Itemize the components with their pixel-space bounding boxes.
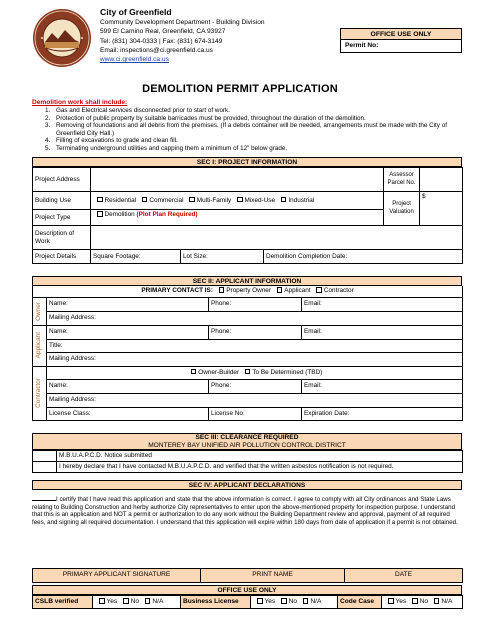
checkbox[interactable] xyxy=(412,598,418,604)
section-clearance xyxy=(32,433,462,473)
permit-no-field[interactable]: Permit No: xyxy=(345,42,379,49)
office-use-title: OFFICE USE ONLY xyxy=(341,29,461,40)
requirement-item: 4. Filling of excavations to grade and clean fill. xyxy=(52,137,462,145)
letterhead xyxy=(32,8,462,80)
agency-address: 599 El Camino Real, Greenfield, CA 93927 xyxy=(100,28,226,36)
office-use-table xyxy=(32,595,463,609)
contractor-options xyxy=(47,366,463,379)
checkbox[interactable] xyxy=(277,287,283,293)
checkbox[interactable] xyxy=(237,197,243,203)
applicant-phone-field[interactable]: Phone: xyxy=(209,325,302,339)
building-use-options xyxy=(91,192,384,210)
valuation-field[interactable]: $ xyxy=(420,192,463,226)
office-use-box xyxy=(340,28,462,53)
valuation-label: Project Valuation xyxy=(384,192,420,226)
checkbox[interactable] xyxy=(281,598,287,604)
checkbox[interactable] xyxy=(245,369,251,375)
checkbox[interactable] xyxy=(97,197,103,203)
applicant-name-field[interactable]: Name: xyxy=(47,325,209,339)
form-title: DEMOLITION PERMIT APPLICATION xyxy=(142,83,338,95)
office-use-title: OFFICE USE ONLY xyxy=(32,585,462,595)
contractor-name-field[interactable]: Name: xyxy=(47,379,209,393)
checkbox[interactable] xyxy=(257,598,263,604)
owner-phone-field[interactable]: Phone: xyxy=(209,297,302,311)
agency-department: Community Development Department - Building Division xyxy=(100,19,265,27)
initials-field[interactable] xyxy=(32,495,56,501)
signature-label: PRIMARY APPLICANT SIGNATURE xyxy=(33,568,201,582)
building-use-label: Building Use xyxy=(33,192,91,210)
square-footage-field[interactable]: Square Footage: xyxy=(91,250,181,264)
demolition-option: Demolition xyxy=(104,211,135,218)
business-license-options: Yes No N/A xyxy=(251,596,338,609)
section-title: SEC III: CLEARANCE REQUIRED xyxy=(195,434,299,441)
signature-block xyxy=(32,555,462,583)
cslb-options: Yes No N/A xyxy=(93,596,181,609)
clearance-header xyxy=(32,433,462,450)
city-seal-logo xyxy=(32,8,92,68)
use-option: Residential xyxy=(104,196,137,204)
contractor-phone-field[interactable]: Phone: xyxy=(209,379,302,393)
date-field[interactable] xyxy=(345,555,463,568)
tbd-option: To Be Determined (TBD) xyxy=(252,368,323,376)
agency-city: City of Greenfield xyxy=(100,7,172,17)
applicant-title-field[interactable]: Title: xyxy=(47,339,463,352)
owner-side-label: Owner xyxy=(33,297,47,325)
checkbox[interactable] xyxy=(99,598,105,604)
section-applicant-info xyxy=(32,276,462,421)
contractor-side-label: Contractor xyxy=(33,366,47,420)
requirement-item: 3. Removing of foundations and all debris from the premises. (If a debris container will be needed, arrangements must be made with the City of Greenfield City Hall.) xyxy=(52,122,462,137)
description-label: Description of Work xyxy=(33,226,91,250)
declaration-paragraph xyxy=(32,490,462,527)
declare-check-field[interactable] xyxy=(33,462,57,473)
owner-mailing-field[interactable]: Mailing Address: xyxy=(47,311,463,325)
use-option: Commercial xyxy=(149,196,184,204)
assessor-label: Assessor Parcel No. xyxy=(384,168,420,192)
requirements-heading: Demolition work shall include: xyxy=(32,99,128,106)
section-project-info xyxy=(32,157,462,264)
notice-check-field[interactable] xyxy=(33,451,57,462)
owner-name-field[interactable]: Name: xyxy=(47,297,209,311)
notice-label: M.B.U.A.P.C.D. Notice submitted xyxy=(57,451,463,462)
declaration-text: I certify that I have read this application and state that the above information is correct. I agree to comply with all City ordinances and State Laws relating to Building Construction and herby authorize City representatives to enter upon the above-mentioned property for inspection purpose. I understand that this is an application and NOT a permit or authorization to do any work without the Building Department review and approval, payment of all required fees, and signing all required documentation. I understand that this application will expire within 180 days from date of application if a permit is not obtained. xyxy=(32,496,458,527)
contact-option: Applicant xyxy=(284,287,311,295)
section-title: SEC I: PROJECT INFORMATION xyxy=(32,157,462,167)
section-declarations xyxy=(32,480,462,527)
contact-option: Property Owner xyxy=(226,287,271,295)
checkbox[interactable] xyxy=(281,197,287,203)
applicant-side-label: Applicant xyxy=(33,325,47,366)
owner-email-field[interactable]: Email: xyxy=(302,297,463,311)
description-field[interactable] xyxy=(91,226,463,250)
project-type-label: Project Type xyxy=(33,210,91,226)
contractor-email-field[interactable]: Email: xyxy=(302,379,463,393)
agency-email: Email: inspections@ci.greenfield.ca.us xyxy=(100,46,213,54)
agency-website-link[interactable]: www.ci.greenfield.ca.us xyxy=(100,56,169,64)
primary-contact-label: PRIMARY CONTACT IS: xyxy=(141,287,213,295)
print-name-field[interactable] xyxy=(201,555,345,568)
license-no-field[interactable]: License No: xyxy=(209,407,302,420)
contractor-mailing-field[interactable]: Mailing Address: xyxy=(47,393,463,407)
license-class-field[interactable]: License Class: xyxy=(47,407,209,420)
business-license-label: Business License xyxy=(181,596,251,609)
requirements-list xyxy=(32,107,462,153)
assessor-field[interactable] xyxy=(420,168,463,192)
checkbox[interactable] xyxy=(145,598,151,604)
signature-table xyxy=(32,555,463,583)
primary-contact-row xyxy=(33,286,463,297)
project-address-field[interactable] xyxy=(91,168,384,192)
use-option: Industrial xyxy=(288,196,315,204)
date-label: DATE xyxy=(345,568,463,582)
print-name-label: PRINT NAME xyxy=(201,568,345,582)
office-use-footer xyxy=(32,585,462,609)
project-details-label: Project Details xyxy=(33,250,91,264)
signature-field[interactable] xyxy=(33,555,201,568)
section-title: SEC II: APPLICANT INFORMATION xyxy=(32,276,462,286)
agency-info xyxy=(100,8,265,64)
cslb-label: CSLB verified xyxy=(33,596,93,609)
checkbox[interactable] xyxy=(219,287,225,293)
checkbox[interactable] xyxy=(316,287,322,293)
applicant-email-field[interactable]: Email: xyxy=(302,325,463,339)
lot-size-field[interactable]: Lot Size: xyxy=(181,250,264,264)
project-type-options xyxy=(91,210,384,226)
code-case-options: Yes No N/A xyxy=(382,596,463,609)
agency-phone: Tel: (831) 304-0333 | Fax: (831) 674-3149 xyxy=(100,37,223,45)
expiration-date-field[interactable]: Expiration Date: xyxy=(302,407,463,420)
applicant-mailing-field[interactable]: Mailing Address: xyxy=(47,352,463,366)
use-option: Mixed-Use xyxy=(244,196,276,204)
project-info-table xyxy=(32,167,463,264)
section-title: SEC IV: APPLICANT DECLARATIONS xyxy=(32,480,462,490)
checkbox[interactable] xyxy=(434,598,440,604)
declare-label: I hereby declare that I have contacted M.B.U.A.P.C.D. and verified that the written asbestos notification is not required. xyxy=(57,462,463,473)
checkbox[interactable] xyxy=(189,197,195,203)
checkbox[interactable] xyxy=(191,369,197,375)
contact-option: Contractor xyxy=(323,287,354,295)
code-case-label: Code Case xyxy=(338,596,382,609)
checkbox[interactable] xyxy=(97,211,103,217)
checkbox[interactable] xyxy=(303,598,309,604)
use-option: Multi-Family xyxy=(196,196,232,204)
plot-plan-note: (Plot Plan Required) xyxy=(136,211,198,218)
requirement-item: 2. Protection of public property by suitable barricades must be provided, throughout the duration of the demolition. xyxy=(52,115,462,123)
completion-date-field[interactable]: Demolition Completion Date: xyxy=(264,250,463,264)
checkbox[interactable] xyxy=(123,598,129,604)
clearance-table xyxy=(32,450,463,473)
owner-builder-option: Owner-Builder xyxy=(198,368,240,376)
applicant-table xyxy=(32,286,463,421)
project-address-label: Project Address xyxy=(33,168,91,192)
requirements xyxy=(32,99,462,152)
section-subtitle: MONTEREY BAY UNIFIED AIR POLLUTION CONTROL DISTRICT xyxy=(148,442,346,449)
checkbox[interactable] xyxy=(142,197,148,203)
requirement-item: 1. Gas and Electrical services disconnected prior to start of work. xyxy=(52,107,462,115)
checkbox[interactable] xyxy=(388,598,394,604)
requirement-item: 5. Terminating underground utilities and capping them a minimum of 12" below grade. xyxy=(52,145,462,153)
